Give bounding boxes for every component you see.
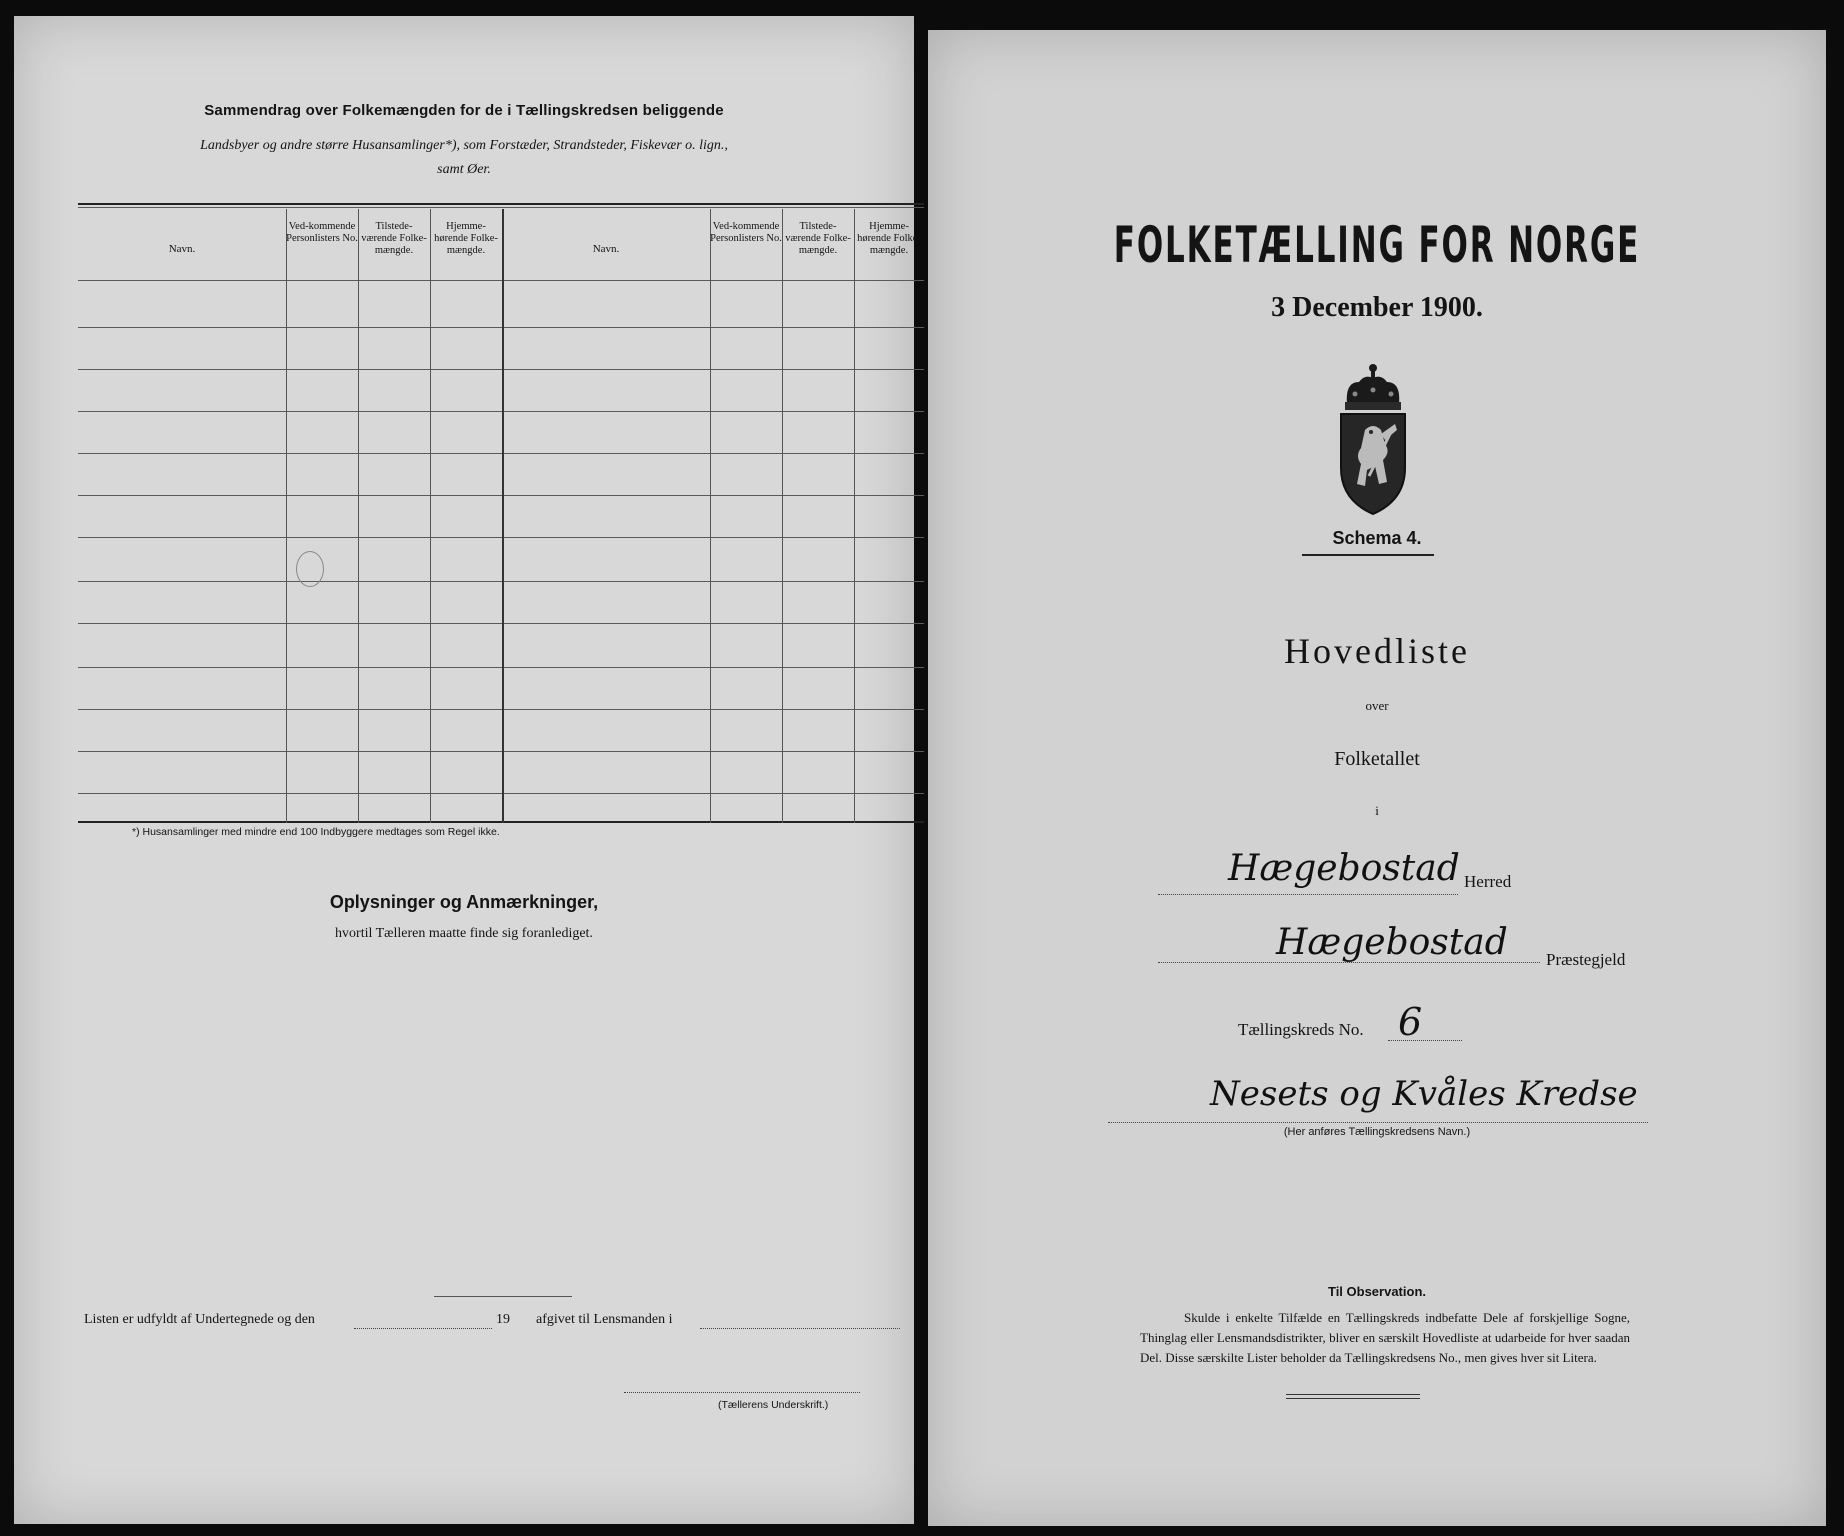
observation-rule-2 — [1286, 1398, 1420, 1399]
table-row-line — [78, 581, 924, 582]
table-bottom-rule — [78, 821, 924, 823]
table-header: Navn. — [168, 243, 196, 255]
table-header: Hjemme-hørende Folke-mængde. — [434, 221, 498, 256]
prestegjeld-label: Præstegjeld — [1546, 950, 1626, 969]
summary-title: Sammendrag over Folkemængden for de i Tællingskredsen beliggende — [204, 102, 724, 119]
remarks-subtitle: hvortil Tælleren maatte finde sig foranlediget. — [335, 926, 593, 941]
date-field-line — [354, 1328, 492, 1329]
table-row-line — [78, 495, 924, 496]
prestegjeld-value: Hægebostad — [1276, 922, 1508, 963]
table-header: Navn. — [592, 243, 620, 255]
table-row-line — [78, 537, 924, 538]
table-header: Tilstede-værende Folke-mængde. — [785, 221, 851, 256]
completed-by-text: Listen er udfyldt af Undertegnede og den — [84, 1312, 315, 1327]
herred-field-line — [1158, 894, 1458, 895]
kreds-number: 6 — [1398, 1000, 1423, 1044]
footnote: *) Husansamlinger med mindre end 100 Indbyggere medtages som Regel ikke. — [132, 826, 500, 838]
signature-field-line — [624, 1392, 860, 1393]
table-row-line — [78, 751, 924, 752]
heading-hovedliste: Hovedliste — [1284, 631, 1470, 671]
table-column-line — [710, 209, 711, 823]
norwegian-coat-of-arms-icon — [1325, 360, 1421, 520]
herred-value: Hægebostad — [1228, 848, 1460, 889]
lensmand-field-line — [700, 1328, 900, 1329]
table-header-rule — [78, 280, 924, 281]
over-label: over — [1365, 698, 1389, 713]
table-row-line — [78, 453, 924, 454]
kreds-label: Tællingskreds No. — [1238, 1020, 1364, 1039]
prestegjeld-field-line — [1158, 962, 1540, 963]
table-row-line — [78, 667, 924, 668]
summary-subtitle: Landsbyer og andre større Husansamlinger*), som Forstæder, Strandsteder, Fiskevær o. lign., — [200, 138, 728, 153]
observation-rule — [1286, 1394, 1420, 1395]
table-top-rule-2 — [78, 207, 924, 208]
summary-subtitle-2: samt Øer. — [437, 162, 491, 177]
observation-title: Til Observation. — [1327, 1284, 1426, 1299]
i-label: i — [1375, 803, 1379, 818]
summary-table — [78, 191, 924, 823]
table-column-line — [782, 209, 783, 823]
left-page — [14, 16, 921, 1524]
schema-underline — [1302, 554, 1434, 556]
observation-text: Skulde i enkelte Tilfælde en Tællingskreds indbefatte Dele af forskjellige Sogne, Thinglag eller Lensmandsdistrikter, bliver en særskilt Hovedliste at udarbeide for hver saadan Del. Disse særskilte Lister beholder da Tællingskredsens No., men gives hver sit Litera. — [1140, 1310, 1630, 1365]
herred-label: Herred — [1464, 872, 1512, 891]
schema-label: Schema 4. — [1332, 528, 1422, 548]
folketallet-label: Folketallet — [1334, 748, 1420, 770]
remarks-title: Oplysninger og Anmærkninger, — [329, 892, 599, 912]
table-header: Tilstede-værende Folke-mængde. — [361, 221, 427, 256]
kreds-number-line — [1388, 1040, 1462, 1041]
table-header: Hjemme-hørende Folke-mængde. — [857, 221, 921, 256]
kreds-name-line — [1108, 1122, 1648, 1123]
table-top-rule — [78, 203, 924, 205]
year-prefix: 19 — [496, 1312, 510, 1327]
table-column-line — [358, 209, 359, 823]
table-row-line — [78, 709, 924, 710]
table-center-divider — [502, 209, 504, 823]
signature-caption: (Tællerens Underskrift.) — [718, 1399, 829, 1411]
delivered-to-text: afgivet til Lensmanden i — [536, 1312, 673, 1327]
kreds-name: Nesets og Kvåles Kredse — [1210, 1074, 1638, 1114]
pencil-mark — [296, 551, 324, 587]
table-row-line — [78, 369, 924, 370]
table-row-line — [78, 793, 924, 794]
table-column-line — [854, 209, 855, 823]
census-title: FOLKETÆLLING FOR NORGE — [1113, 216, 1641, 274]
table-header: Ved-kommende Personlisters No. — [286, 221, 358, 244]
table-row-line — [78, 411, 924, 412]
signature-rule — [434, 1296, 572, 1297]
table-row-line — [78, 623, 924, 624]
census-date: 3 December 1900. — [1271, 292, 1483, 323]
table-column-line — [430, 209, 431, 823]
kreds-caption: (Her anføres Tællingskredsens Navn.) — [1283, 1126, 1471, 1138]
table-column-line — [286, 209, 287, 823]
right-page — [928, 30, 1826, 1526]
table-header: Ved-kommende Personlisters No. — [710, 221, 782, 244]
table-row-line — [78, 327, 924, 328]
